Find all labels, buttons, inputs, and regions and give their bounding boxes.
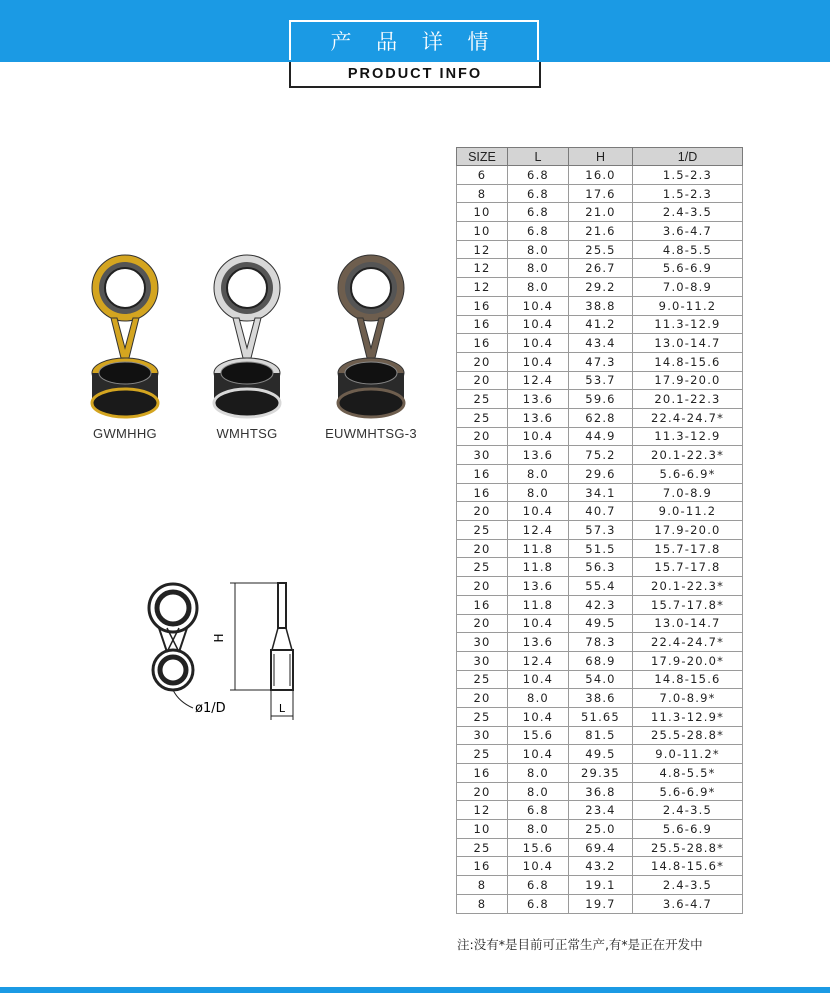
cell-d: 7.0-8.9 bbox=[633, 483, 743, 502]
cell-l: 10.4 bbox=[508, 427, 569, 446]
cell-h: 29.35 bbox=[569, 764, 633, 783]
col-h-header: H bbox=[569, 148, 633, 166]
footer-bar bbox=[0, 987, 830, 993]
cell-d: 4.8-5.5* bbox=[633, 764, 743, 783]
cell-size: 12 bbox=[457, 801, 508, 820]
cell-d: 11.3-12.9 bbox=[633, 315, 743, 334]
cell-d: 3.6-4.7 bbox=[633, 894, 743, 913]
rod-guide-image bbox=[85, 250, 165, 420]
cell-l: 15.6 bbox=[508, 838, 569, 857]
cell-l: 6.8 bbox=[508, 894, 569, 913]
cell-d: 3.6-4.7 bbox=[633, 222, 743, 241]
table-row bbox=[457, 894, 743, 913]
cell-h: 43.4 bbox=[569, 334, 633, 353]
table-row bbox=[457, 801, 743, 820]
table-row bbox=[457, 614, 743, 633]
cell-d: 13.0-14.7 bbox=[633, 334, 743, 353]
cell-h: 21.6 bbox=[569, 222, 633, 241]
cell-h: 53.7 bbox=[569, 371, 633, 390]
cell-l: 8.0 bbox=[508, 820, 569, 839]
cell-l: 10.4 bbox=[508, 707, 569, 726]
cell-l: 6.8 bbox=[508, 801, 569, 820]
table-row bbox=[457, 483, 743, 502]
cell-d: 25.5-28.8* bbox=[633, 838, 743, 857]
cell-l: 13.6 bbox=[508, 633, 569, 652]
cell-size: 16 bbox=[457, 334, 508, 353]
cell-size: 16 bbox=[457, 296, 508, 315]
cell-d: 9.0-11.2 bbox=[633, 502, 743, 521]
cell-l: 13.6 bbox=[508, 446, 569, 465]
cell-h: 29.2 bbox=[569, 278, 633, 297]
cell-l: 11.8 bbox=[508, 558, 569, 577]
cell-size: 16 bbox=[457, 315, 508, 334]
cell-d: 14.8-15.6 bbox=[633, 670, 743, 689]
cell-l: 12.4 bbox=[508, 521, 569, 540]
cell-size: 25 bbox=[457, 670, 508, 689]
diameter-label: ø1/D bbox=[195, 701, 226, 716]
product-gallery bbox=[70, 250, 430, 460]
cell-h: 69.4 bbox=[569, 838, 633, 857]
table-row bbox=[457, 334, 743, 353]
cell-h: 57.3 bbox=[569, 521, 633, 540]
cell-size: 20 bbox=[457, 689, 508, 708]
cell-size: 16 bbox=[457, 857, 508, 876]
cell-h: 29.6 bbox=[569, 465, 633, 484]
table-row bbox=[457, 558, 743, 577]
cell-d: 7.0-8.9 bbox=[633, 278, 743, 297]
cell-h: 19.7 bbox=[569, 894, 633, 913]
cell-d: 9.0-11.2* bbox=[633, 745, 743, 764]
cell-h: 51.65 bbox=[569, 707, 633, 726]
table-row bbox=[457, 633, 743, 652]
cell-h: 56.3 bbox=[569, 558, 633, 577]
cell-h: 38.8 bbox=[569, 296, 633, 315]
cell-h: 51.5 bbox=[569, 539, 633, 558]
cell-l: 6.8 bbox=[508, 184, 569, 203]
page-title: 产 品 详 情 bbox=[289, 20, 539, 60]
cell-size: 12 bbox=[457, 259, 508, 278]
cell-d: 20.1-22.3* bbox=[633, 446, 743, 465]
cell-h: 17.6 bbox=[569, 184, 633, 203]
cell-h: 62.8 bbox=[569, 408, 633, 427]
cell-size: 8 bbox=[457, 184, 508, 203]
table-row bbox=[457, 726, 743, 745]
cell-l: 11.8 bbox=[508, 539, 569, 558]
table-row bbox=[457, 539, 743, 558]
cell-size: 10 bbox=[457, 203, 508, 222]
cell-l: 11.8 bbox=[508, 595, 569, 614]
cell-size: 30 bbox=[457, 633, 508, 652]
guide-front-view bbox=[149, 584, 197, 708]
table-row bbox=[457, 595, 743, 614]
table-row bbox=[457, 315, 743, 334]
cell-size: 20 bbox=[457, 371, 508, 390]
cell-d: 2.4-3.5 bbox=[633, 876, 743, 895]
cell-d: 15.7-17.8 bbox=[633, 558, 743, 577]
product-label: EUWMHTSG-3 bbox=[325, 426, 417, 441]
cell-l: 6.8 bbox=[508, 876, 569, 895]
cell-size: 25 bbox=[457, 521, 508, 540]
page-subtitle: PRODUCT INFO bbox=[289, 62, 541, 88]
rod-guide-image bbox=[207, 250, 287, 420]
table-row bbox=[457, 651, 743, 670]
cell-size: 10 bbox=[457, 820, 508, 839]
cell-h: 19.1 bbox=[569, 876, 633, 895]
cell-l: 8.0 bbox=[508, 259, 569, 278]
cell-l: 13.6 bbox=[508, 390, 569, 409]
cell-l: 6.8 bbox=[508, 203, 569, 222]
cell-h: 47.3 bbox=[569, 352, 633, 371]
table-row bbox=[457, 764, 743, 783]
cell-h: 23.4 bbox=[569, 801, 633, 820]
cell-l: 8.0 bbox=[508, 764, 569, 783]
table-row bbox=[457, 689, 743, 708]
cell-d: 1.5-2.3 bbox=[633, 166, 743, 185]
cell-d: 9.0-11.2 bbox=[633, 296, 743, 315]
cell-d: 14.8-15.6 bbox=[633, 352, 743, 371]
cell-h: 75.2 bbox=[569, 446, 633, 465]
cell-size: 30 bbox=[457, 651, 508, 670]
cell-d: 11.3-12.9 bbox=[633, 427, 743, 446]
cell-l: 8.0 bbox=[508, 278, 569, 297]
cell-h: 49.5 bbox=[569, 614, 633, 633]
cell-h: 42.3 bbox=[569, 595, 633, 614]
product-euwmhtsg-3 bbox=[316, 250, 426, 441]
rod-guide-image bbox=[331, 250, 411, 420]
cell-d: 15.7-17.8* bbox=[633, 595, 743, 614]
table-row bbox=[457, 222, 743, 241]
cell-h: 68.9 bbox=[569, 651, 633, 670]
cell-l: 10.4 bbox=[508, 352, 569, 371]
cell-l: 13.6 bbox=[508, 408, 569, 427]
cell-h: 49.5 bbox=[569, 745, 633, 764]
cell-d: 5.6-6.9 bbox=[633, 820, 743, 839]
cell-l: 10.4 bbox=[508, 502, 569, 521]
cell-size: 20 bbox=[457, 352, 508, 371]
cell-d: 17.9-20.0 bbox=[633, 371, 743, 390]
cell-d: 22.4-24.7* bbox=[633, 633, 743, 652]
cell-size: 25 bbox=[457, 558, 508, 577]
cell-size: 10 bbox=[457, 222, 508, 241]
table-row bbox=[457, 838, 743, 857]
cell-h: 40.7 bbox=[569, 502, 633, 521]
table-row bbox=[457, 184, 743, 203]
table-row bbox=[457, 296, 743, 315]
cell-size: 25 bbox=[457, 408, 508, 427]
guide-side-view bbox=[230, 583, 293, 720]
cell-d: 15.7-17.8 bbox=[633, 539, 743, 558]
col-d-header: 1/D bbox=[633, 148, 743, 166]
cell-size: 20 bbox=[457, 577, 508, 596]
table-row bbox=[457, 390, 743, 409]
cell-size: 16 bbox=[457, 465, 508, 484]
cell-size: 25 bbox=[457, 745, 508, 764]
cell-l: 6.8 bbox=[508, 166, 569, 185]
cell-size: 12 bbox=[457, 278, 508, 297]
product-wmhtsg bbox=[192, 250, 302, 441]
cell-d: 17.9-20.0* bbox=[633, 651, 743, 670]
cell-l: 10.4 bbox=[508, 315, 569, 334]
cell-h: 21.0 bbox=[569, 203, 633, 222]
cell-l: 10.4 bbox=[508, 614, 569, 633]
cell-h: 38.6 bbox=[569, 689, 633, 708]
cell-size: 20 bbox=[457, 782, 508, 801]
product-gwmhhg bbox=[70, 250, 180, 441]
table-row bbox=[457, 278, 743, 297]
cell-h: 36.8 bbox=[569, 782, 633, 801]
cell-d: 4.8-5.5 bbox=[633, 240, 743, 259]
cell-d: 20.1-22.3 bbox=[633, 390, 743, 409]
cell-l: 10.4 bbox=[508, 745, 569, 764]
cell-l: 10.4 bbox=[508, 334, 569, 353]
cell-size: 25 bbox=[457, 838, 508, 857]
table-row bbox=[457, 371, 743, 390]
cell-d: 1.5-2.3 bbox=[633, 184, 743, 203]
length-label: L bbox=[278, 702, 286, 715]
cell-l: 8.0 bbox=[508, 782, 569, 801]
cell-size: 20 bbox=[457, 427, 508, 446]
cell-h: 78.3 bbox=[569, 633, 633, 652]
cell-d: 2.4-3.5 bbox=[633, 801, 743, 820]
cell-l: 8.0 bbox=[508, 465, 569, 484]
table-row bbox=[457, 408, 743, 427]
cell-h: 54.0 bbox=[569, 670, 633, 689]
cell-d: 2.4-3.5 bbox=[633, 203, 743, 222]
table-row bbox=[457, 446, 743, 465]
table-row bbox=[457, 427, 743, 446]
cell-d: 5.6-6.9 bbox=[633, 259, 743, 278]
cell-h: 34.1 bbox=[569, 483, 633, 502]
cell-l: 15.6 bbox=[508, 726, 569, 745]
cell-h: 41.2 bbox=[569, 315, 633, 334]
cell-size: 8 bbox=[457, 894, 508, 913]
cell-d: 11.3-12.9* bbox=[633, 707, 743, 726]
cell-l: 8.0 bbox=[508, 240, 569, 259]
table-row bbox=[457, 203, 743, 222]
table-row bbox=[457, 782, 743, 801]
table-row bbox=[457, 745, 743, 764]
cell-h: 55.4 bbox=[569, 577, 633, 596]
col-size-header: SIZE bbox=[457, 148, 508, 166]
cell-d: 7.0-8.9* bbox=[633, 689, 743, 708]
table-row bbox=[457, 670, 743, 689]
cell-size: 30 bbox=[457, 726, 508, 745]
footnote: 注:没有*是目前可正常生产,有*是正在开发中 bbox=[457, 937, 703, 952]
table-row bbox=[457, 876, 743, 895]
cell-d: 13.0-14.7 bbox=[633, 614, 743, 633]
height-label: H bbox=[212, 633, 226, 643]
cell-size: 20 bbox=[457, 614, 508, 633]
table-header-row bbox=[457, 148, 743, 166]
cell-size: 20 bbox=[457, 539, 508, 558]
table-row bbox=[457, 857, 743, 876]
table-row bbox=[457, 259, 743, 278]
cell-l: 10.4 bbox=[508, 857, 569, 876]
cell-d: 25.5-28.8* bbox=[633, 726, 743, 745]
dimension-diagram bbox=[135, 570, 315, 730]
cell-size: 6 bbox=[457, 166, 508, 185]
cell-d: 5.6-6.9* bbox=[633, 782, 743, 801]
table-row bbox=[457, 521, 743, 540]
cell-d: 14.8-15.6* bbox=[633, 857, 743, 876]
col-l-header: L bbox=[508, 148, 569, 166]
cell-d: 22.4-24.7* bbox=[633, 408, 743, 427]
cell-size: 8 bbox=[457, 876, 508, 895]
cell-size: 16 bbox=[457, 483, 508, 502]
cell-size: 25 bbox=[457, 707, 508, 726]
cell-h: 44.9 bbox=[569, 427, 633, 446]
table-row bbox=[457, 820, 743, 839]
cell-l: 10.4 bbox=[508, 296, 569, 315]
table-row bbox=[457, 707, 743, 726]
table-row bbox=[457, 502, 743, 521]
cell-l: 10.4 bbox=[508, 670, 569, 689]
cell-size: 25 bbox=[457, 390, 508, 409]
table-row bbox=[457, 352, 743, 371]
cell-size: 12 bbox=[457, 240, 508, 259]
table-row bbox=[457, 577, 743, 596]
cell-l: 12.4 bbox=[508, 371, 569, 390]
table-row bbox=[457, 166, 743, 185]
cell-l: 8.0 bbox=[508, 483, 569, 502]
cell-size: 20 bbox=[457, 502, 508, 521]
cell-h: 25.0 bbox=[569, 820, 633, 839]
spec-table bbox=[456, 147, 743, 914]
cell-h: 25.5 bbox=[569, 240, 633, 259]
table-row bbox=[457, 465, 743, 484]
product-label: GWMHHG bbox=[93, 426, 157, 441]
cell-d: 17.9-20.0 bbox=[633, 521, 743, 540]
cell-l: 12.4 bbox=[508, 651, 569, 670]
cell-l: 13.6 bbox=[508, 577, 569, 596]
cell-h: 26.7 bbox=[569, 259, 633, 278]
table-row bbox=[457, 240, 743, 259]
cell-size: 30 bbox=[457, 446, 508, 465]
cell-d: 5.6-6.9* bbox=[633, 465, 743, 484]
cell-h: 81.5 bbox=[569, 726, 633, 745]
cell-h: 16.0 bbox=[569, 166, 633, 185]
product-label: WMHTSG bbox=[216, 426, 278, 441]
cell-h: 43.2 bbox=[569, 857, 633, 876]
cell-l: 6.8 bbox=[508, 222, 569, 241]
cell-size: 16 bbox=[457, 764, 508, 783]
cell-l: 8.0 bbox=[508, 689, 569, 708]
cell-h: 59.6 bbox=[569, 390, 633, 409]
cell-size: 16 bbox=[457, 595, 508, 614]
cell-d: 20.1-22.3* bbox=[633, 577, 743, 596]
